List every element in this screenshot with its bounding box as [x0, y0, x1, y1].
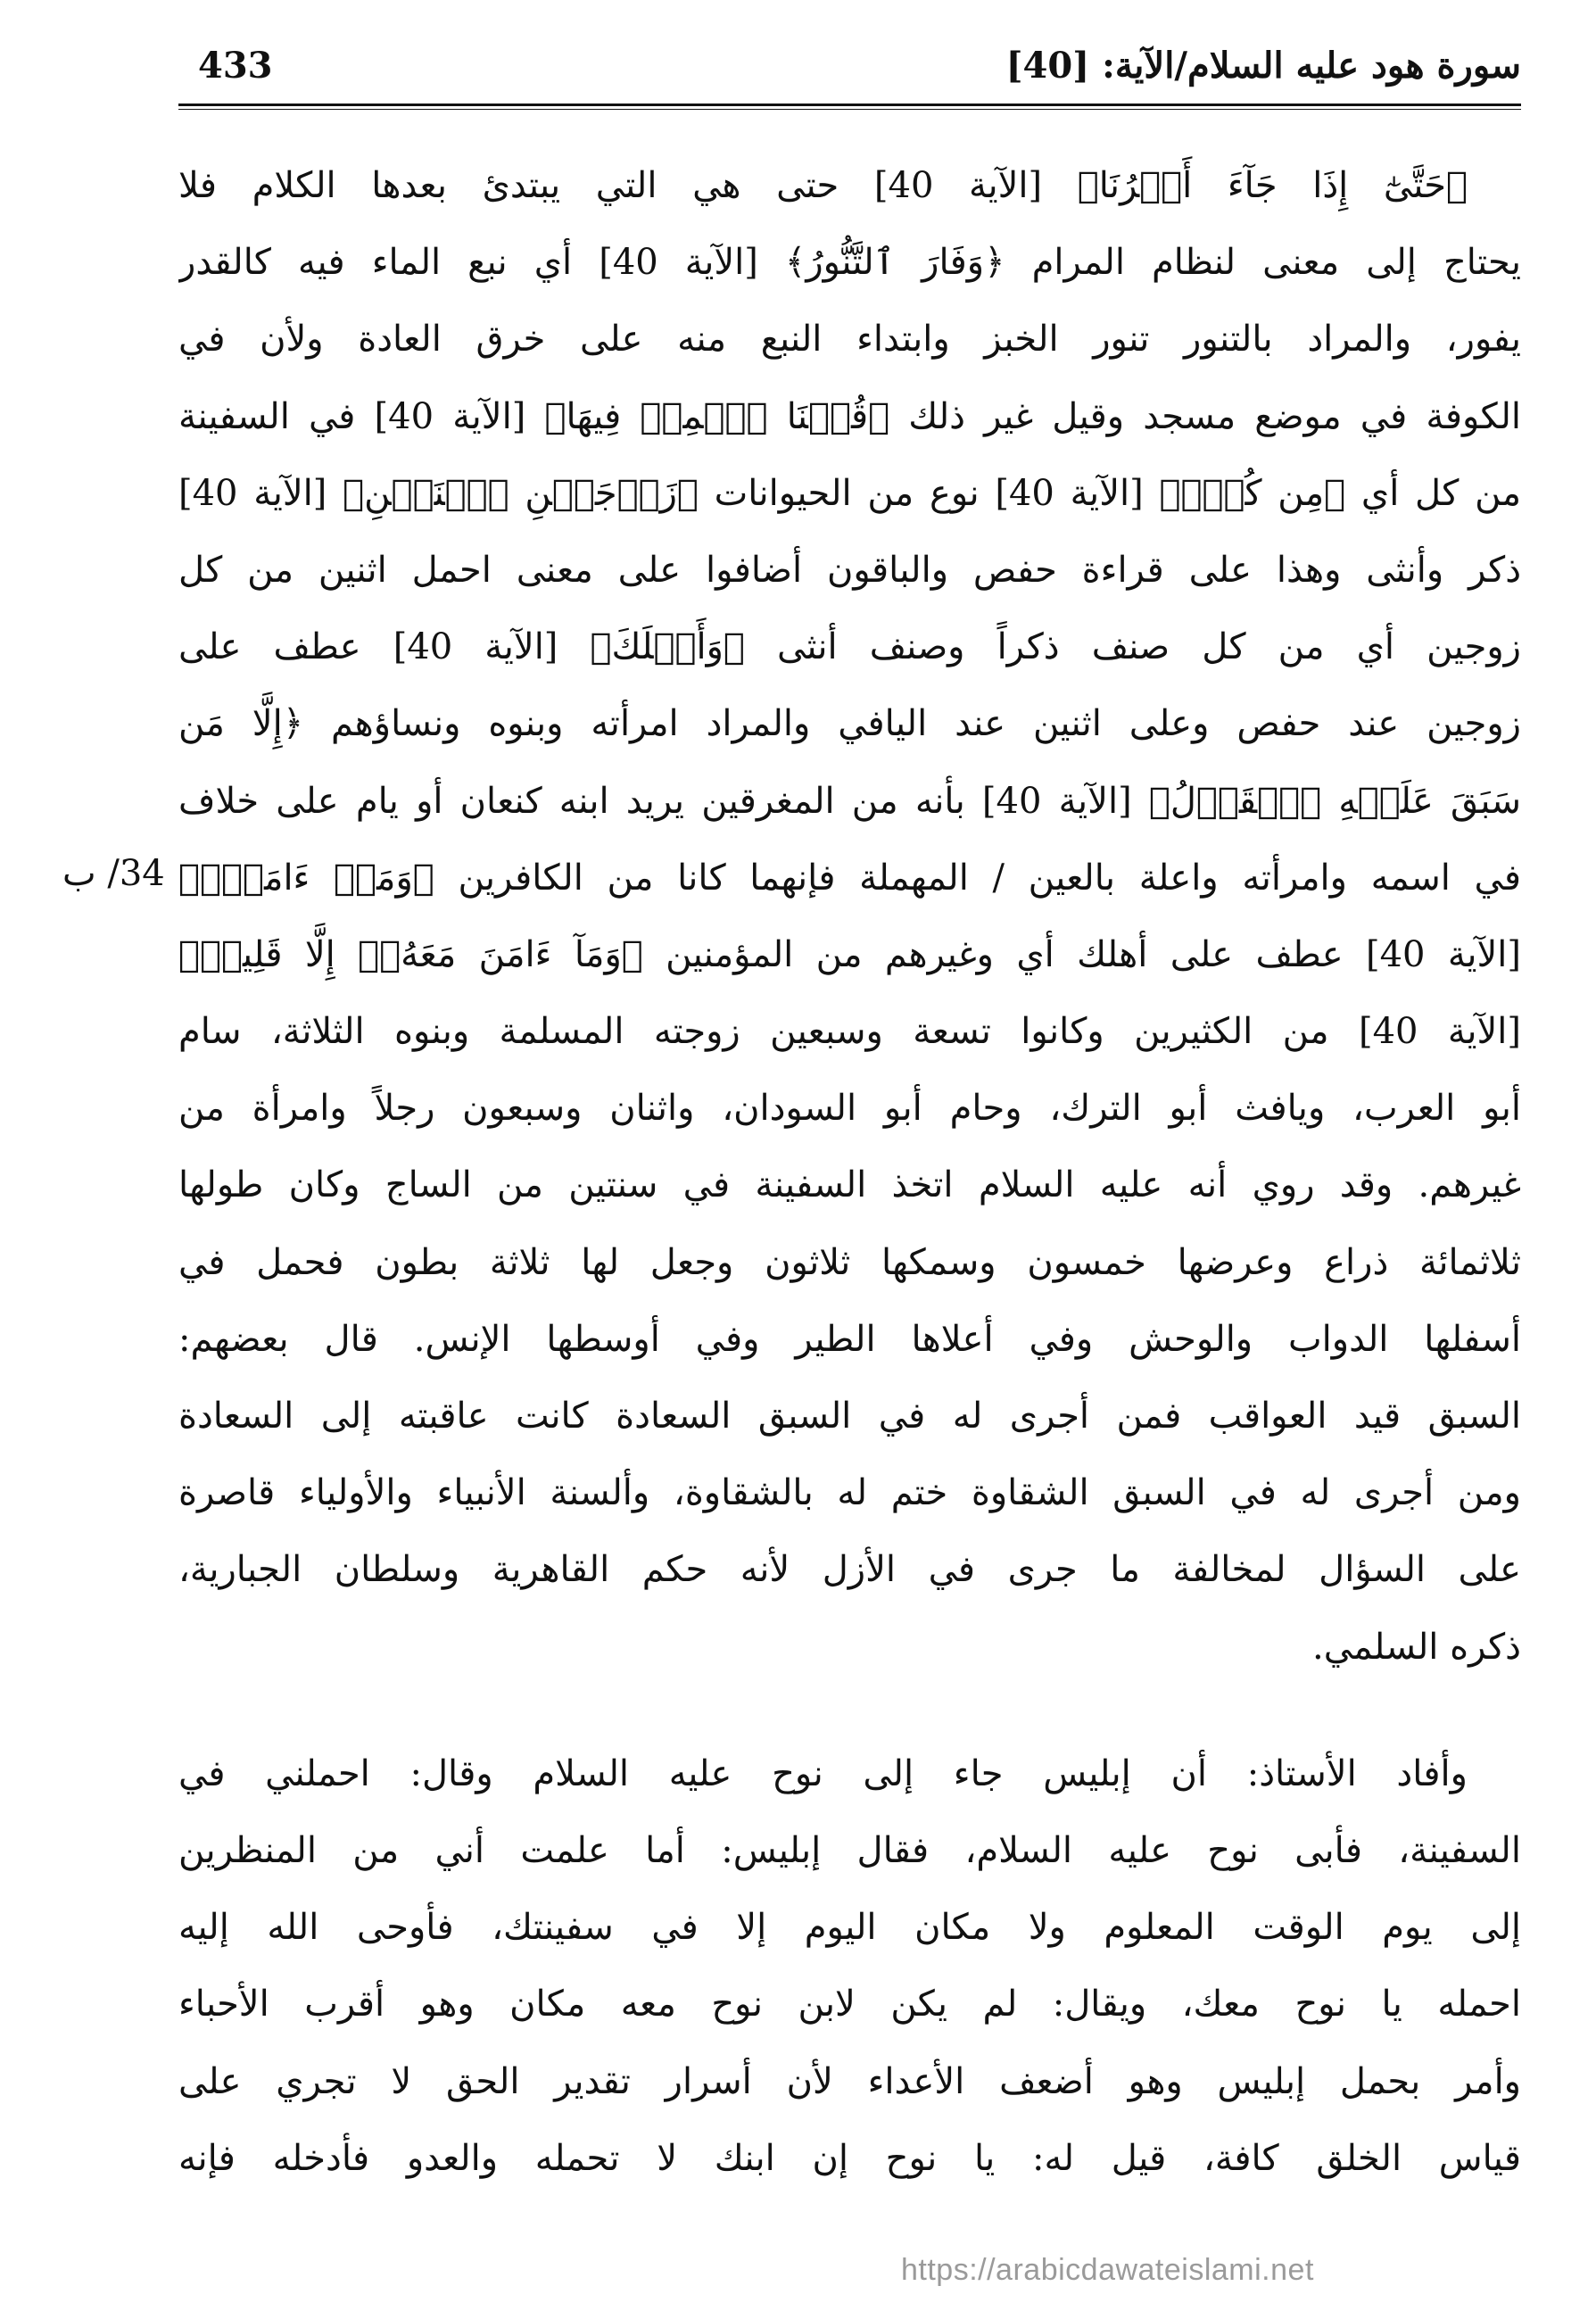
text-line: يفور، والمراد بالتنور تنور الخبز وابتداء النبع منه على خرق العادة ولأن في [178, 319, 1521, 360]
text-line: السفينة، فأبى نوح عليه السلام، فقال إبليس: أما علمت أني من المنظرين [178, 1829, 1521, 1871]
text-line: الكوفة في موضع مسجد وقيل غير ذلك ﴿قُلۡنَا ٱحۡمِلۡ فِيهَا﴾ [الآية 40] في السفينة [178, 395, 1521, 437]
text-line: زوجين أي من كل صنف ذكراً وصنف أنثى ﴿وَأَهۡلَكَ﴾ [الآية 40] عطف على [178, 626, 1521, 668]
running-title: سورة هود عليه السلام/الآية: [40] [1005, 45, 1521, 87]
margin-folio-note: 34/ ب [62, 853, 165, 894]
text-line: زوجين عند حفص وعلى اثنين عند اليافي والمراد امرأته وبنوه ونساؤهم ﴿إِلَّا مَن [178, 703, 1521, 745]
page-number: 433 [198, 45, 273, 87]
text-line: وأفاد الأستاذ: أن إبليس جاء إلى نوح عليه السلام وقال: احملني في [178, 1752, 1468, 1794]
text-line: إلى يوم الوقت المعلوم ولا مكان اليوم إلا في سفينتك، فأوحى الله إليه [178, 1907, 1521, 1949]
text-line: ﴿حَتَّىٰٓ إِذَا جَآءَ أَمۡرُنَا﴾ [الآية 40] حتى هي التي يبتدئ بعدها الكلام فلا [178, 165, 1468, 206]
body-text [178, 147, 1521, 2197]
text-line: أسفلها الدواب والوحش وفي أعلاها الطير وفي أوسطها الإنس. قال بعضهم: [178, 1318, 1521, 1360]
text-line: وأمر بحمل إبليس وهو أضعف الأعداء لأن أسرار تقدير الحق لا تجري على [178, 2060, 1521, 2102]
watermark-url: https://arabicdawateislami.net [901, 2253, 1314, 2287]
paragraph-1 [178, 147, 1521, 1686]
text-line: ذكره السلمي. [1311, 1626, 1521, 1668]
paragraph-2 [178, 1735, 1521, 2197]
header-rule-thin [178, 109, 1521, 110]
text-line: قياس الخلق كافة، قيل له: يا نوح إن ابنك لا تحمله والعدو فأدخله فإنه [178, 2137, 1521, 2179]
text-line: يحتاج إلى معنى لنظام المرام ﴿وَفَارَ ٱلتَّنُّورُ﴾ [الآية 40] أي نبع الماء فيه كالقدر [178, 242, 1521, 284]
text-line: ذكر وأنثى وهذا على قراءة حفص والباقون أضافوا على معنى احمل اثنين من كل [178, 549, 1521, 591]
paragraph-gap [178, 1686, 1521, 1735]
text-line: [الآية 40] عطف على أهلك أي وغيرهم من المؤمنين ﴿وَمَآ ءَامَنَ مَعَهُۥٓ إِلَّا قَلِيلٞ﴾ [178, 933, 1521, 975]
text-line: ومن أجرى له في السبق الشقاوة ختم له بالشقاوة، وألسنة الأنبياء والأولياء قاصرة [178, 1472, 1521, 1514]
text-line: على السؤال لمخالفة ما جرى في الأزل لأنه حكم القاهرية وسلطان الجبارية، [178, 1549, 1521, 1591]
text-line: من كل أي ﴿مِن كُلّٖ﴾ [الآية 40] نوع من الحيوانات ﴿زَوۡجَيۡنِ ٱثۡنَيۡنِ﴾ [الآية 40] [178, 472, 1521, 514]
text-line: غيرهم. وقد روي أنه عليه السلام اتخذ السفينة في سنتين من الساج وكان طولها [178, 1164, 1521, 1206]
text-line: احمله يا نوح معك، ويقال: لم يكن لابن نوح معه مكان وهو أقرب الأحباء [178, 1984, 1521, 2025]
page-header [178, 45, 1521, 98]
text-line: [الآية 40] من الكثيرين وكانوا تسعة وسبعين زوجته المسلمة وبنوه الثلاثة، سام [178, 1011, 1521, 1053]
text-line: في اسمه وامرأته واعلة بالعين / المهملة فإنهما كانا من الكافرين ﴿وَمَنۡ ءَامَنَۚ﴾ [178, 857, 1521, 899]
text-line: سَبَقَ عَلَيۡهِ ٱلۡقَوۡلُ﴾ [الآية 40] بأنه من المغرقين يريد ابنه كنعان أو يام على خلاف [178, 780, 1521, 822]
header-rule [178, 104, 1521, 106]
text-line: ثلاثمائة ذراع وعرضها خمسون وسمكها ثلاثون وجعل لها ثلاثة بطون فحمل في [178, 1241, 1521, 1283]
text-line: أبو العرب، ويافث أبو الترك، وحام أبو السودان، واثنان وسبعون رجلاً وامرأة من [178, 1088, 1521, 1130]
text-line: السبق قيد العواقب فمن أجرى له في السبق السعادة كانت عاقبته إلى السعادة [178, 1396, 1521, 1437]
